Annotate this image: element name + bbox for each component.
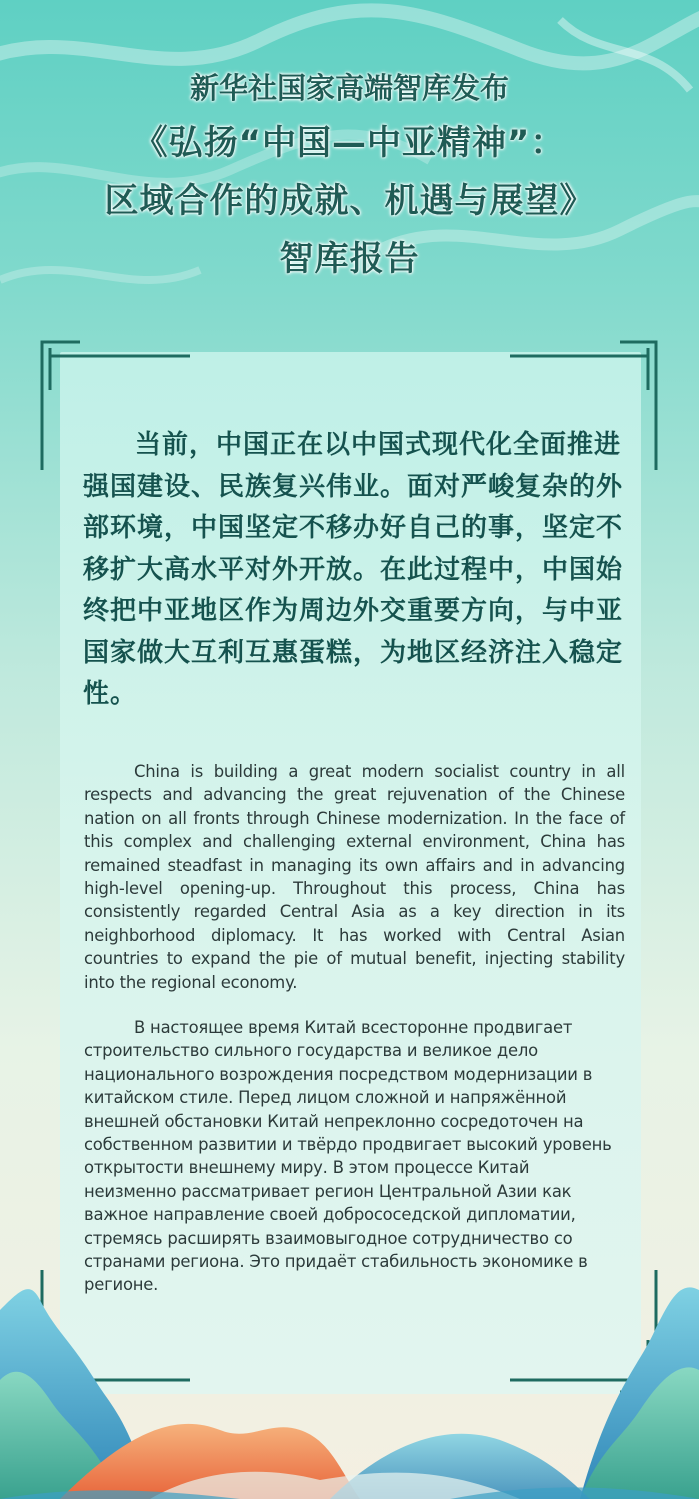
english-paragraph: China is building a great modern socialist country in all respects and advancing the great rejuvenation of the Chinese nation on all fronts through Chinese modernization. In the face of this complex and challenging external environment, China has remained steadfast in managing its own affairs and in advancing high-level opening-up. Throughout this process, China has consistently regarded Central Asia as a key direction in its neighborhood diplomacy. It has worked with Central Asian countries to expand the pie of mutual benefit, injecting stability into the regional economy. xyxy=(84,762,625,992)
title-line-3: 智库报告 xyxy=(279,239,420,279)
report-title xyxy=(0,62,699,288)
chinese-paragraph: 当前，中国正在以中国式现代化全面推进强国建设、民族复兴伟业。面对严峻复杂的外部环境，中国坚定不移办好自己的事，坚定不移扩大高水平对外开放。在此过程中，中国始终把中亚地区作为周边外交重要方向，与中亚国家做大互利互惠蛋糕，为地区经济注入稳定性。 xyxy=(83,430,624,709)
mountain-landscape-decoration xyxy=(0,1270,699,1499)
russian-paragraph: В настоящее время Китай всесторонне продвигает строительство сильного государства и великое дело национального возрождения посредством модернизации в китайском стиле. Перед лицом сложной и напряжённой внешней обстановки Китай непреклонно сосредоточен на собственном развитии и твёрдо продвигает высокий уровень открытости внешнему миру. В этом процессе Китай неизменно рассматривает регион Центральной Азии как важное направление своей добрососедской дипломатии, стремясь расширять взаимовыгодное сотрудничество со странами региона. Это придаёт стабильность экономике в регионе. xyxy=(84,1018,612,1295)
title-line-2: 区域合作的成就、机遇与展望》 xyxy=(104,181,595,221)
publisher-line: 新华社国家高端智库发布 xyxy=(189,71,509,105)
title-line-1: 《弘扬“中国—中亚精神”： xyxy=(133,123,566,163)
